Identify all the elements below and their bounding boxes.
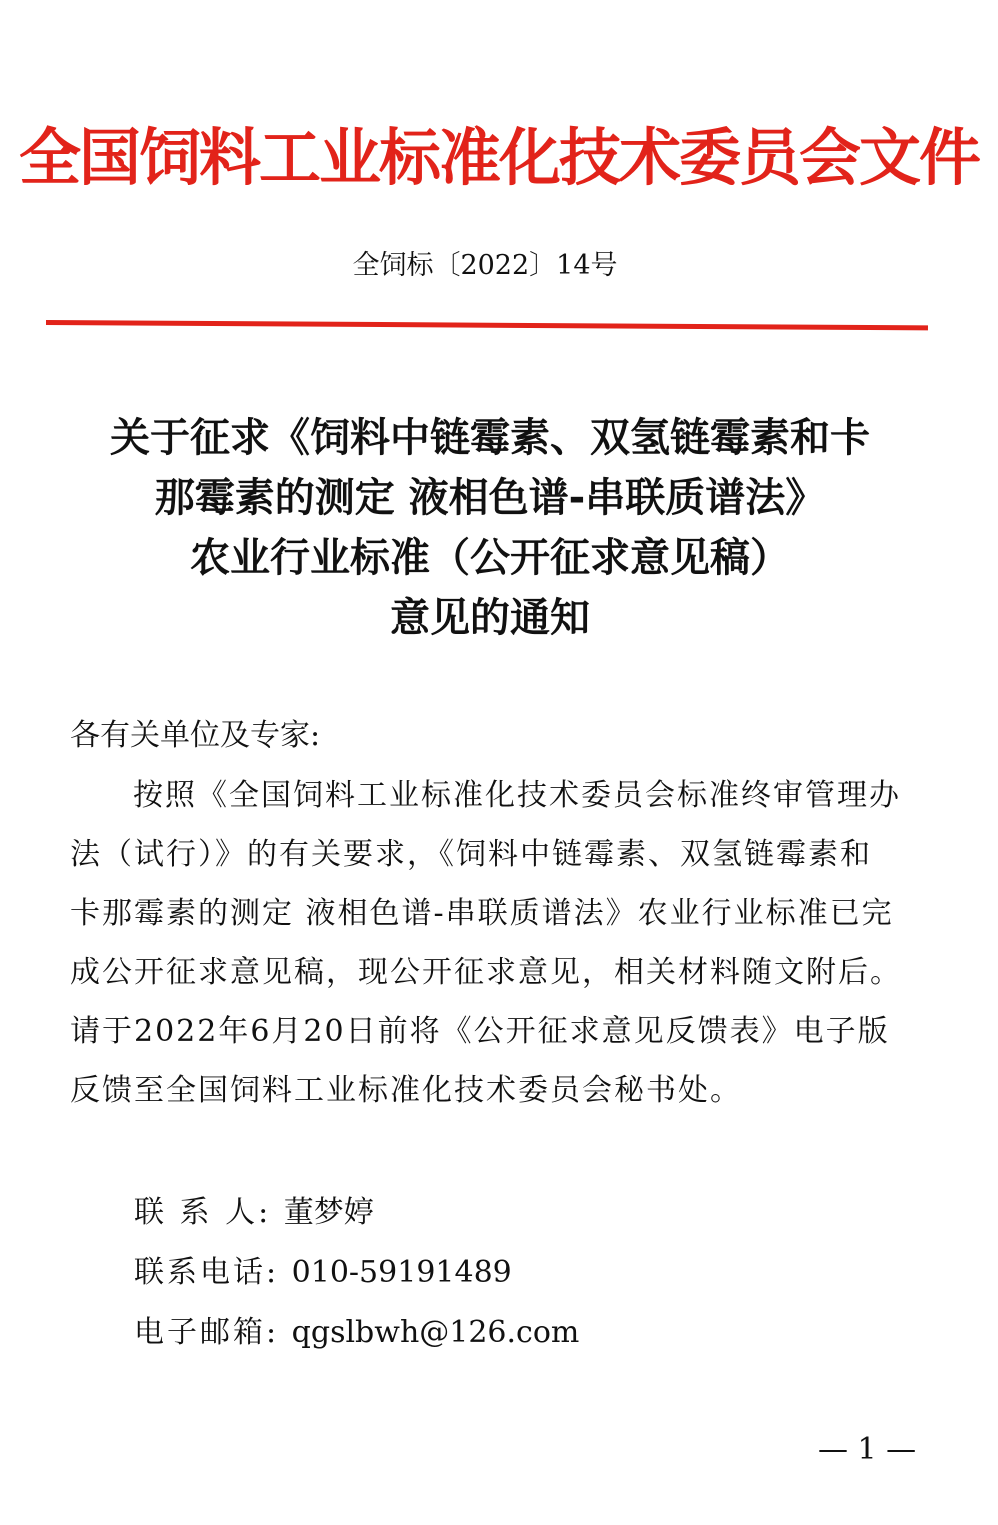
salutation: 各有关单位及专家: [70, 718, 321, 753]
body-line-1: 按照《全国饲料工业标准化技术委员会标准终审管理办 [133, 778, 901, 813]
contact-email-value: qgslbwh@126.com [291, 1315, 580, 1350]
title-line-2: 那霉素的测定 液相色谱-串联质谱法》 [154, 475, 826, 521]
contact-phone-row [134, 1243, 579, 1303]
title-line-4: 意见的通知 [390, 595, 590, 641]
document-number: 全饲标〔2022〕14号 [352, 250, 618, 281]
page-number: — 1 — [818, 1432, 917, 1467]
title-line-3: 农业行业标准（公开征求意见稿） [190, 535, 790, 581]
body-paragraph [70, 766, 918, 1120]
body-line-6: 反馈至全国饲料工业标准化技术委员会秘书处。 [70, 1073, 742, 1108]
red-divider-line [46, 320, 928, 330]
contact-person-row [134, 1183, 579, 1243]
notice-title [50, 408, 930, 648]
body-line-4: 成公开征求意见稿，现公开征求意见，相关材料随文附后。 [70, 955, 902, 990]
title-line-1: 关于征求《饲料中链霉素、双氢链霉素和卡 [110, 415, 870, 461]
contact-person-value: 董梦婷 [283, 1195, 374, 1230]
contact-phone-label: 联系电话: [134, 1255, 280, 1290]
contact-info [134, 1183, 579, 1363]
body-line-2: 法（试行）》的有关要求，《饲料中链霉素、双氢链霉素和 [70, 837, 872, 872]
contact-person-label: 联 系 人: [134, 1195, 272, 1230]
contact-phone-value: 010-59191489 [291, 1255, 512, 1290]
contact-email-row [134, 1303, 579, 1363]
body-line-5: 请于2022年6月20日前将《公开征求意见反馈表》电子版 [70, 1014, 890, 1049]
organization-header: 全国饲料工业标准化技术委员会文件 [18, 121, 979, 194]
contact-email-label: 电子邮箱: [134, 1315, 280, 1350]
body-line-3: 卡那霉素的测定 液相色谱-串联质谱法》农业行业标准已完 [70, 896, 894, 931]
